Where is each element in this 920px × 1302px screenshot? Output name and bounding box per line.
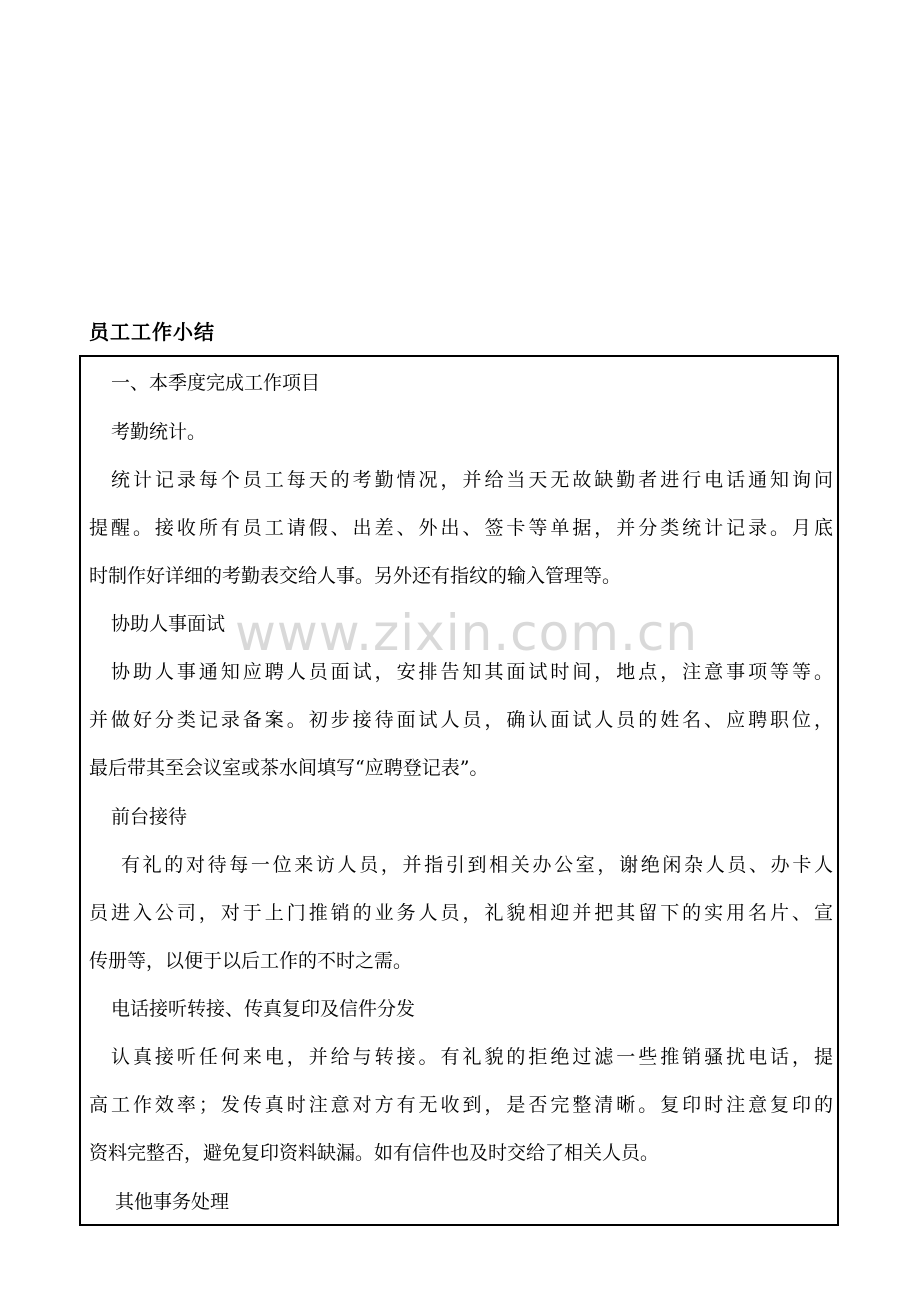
paragraph-line: 最后带其至会议室或茶水间填写“应聘登记表”。 [89,757,489,779]
paragraph-line: 高工作效率；发传真时注意对方有无收到，是否完整清晰。复印时注意复印的 [89,1094,833,1116]
subheading-other-affairs: 其他事务处理 [115,1191,230,1213]
subheading-reception: 前台接待 [111,806,188,828]
subheading-phone-fax: 电话接听转接、传真复印及信件分发 [111,998,416,1020]
paragraph-line: 传册等，以便于以后工作的不时之需。 [89,950,413,972]
paragraph-line: 员进入公司，对于上门推销的业务人员，礼貌相迎并把其留下的实用名片、宣 [89,902,833,924]
subheading-attendance: 考勤统计。 [111,421,207,443]
subheading-interview: 协助人事面试 [111,613,226,635]
summary-content-box [79,355,839,1226]
paragraph-line: 提醒。接收所有员工请假、出差、外出、签卡等单据，并分类统计记录。月底 [89,517,833,539]
watermark: www.zixin.com.cn [235,604,699,662]
paragraph-line: 协助人事通知应聘人员面试，安排告知其面试时间，地点，注意事项等等。 [111,661,833,683]
paragraph-line: 时制作好详细的考勤表交给人事。另外还有指纹的输入管理等。 [89,565,622,587]
document-title: 员工工作小结 [89,320,215,344]
paragraph-line: 有礼的对待每一位来访人员，并指引到相关办公室，谢绝闲杂人员、办卡人 [121,854,833,876]
paragraph-line: 统计记录每个员工每天的考勤情况，并给当天无故缺勤者进行电话通知询问 [111,469,833,491]
paragraph-line: 资料完整否，避免复印资料缺漏。如有信件也及时交给了相关人员。 [89,1142,660,1164]
paragraph-line: 认真接听任何来电，并给与转接。有礼貌的拒绝过滤一些推销骚扰电话，提 [111,1046,833,1068]
section-heading: 一、本季度完成工作项目 [111,372,321,394]
paragraph-line: 并做好分类记录备案。初步接待面试人员，确认面试人员的姓名、应聘职位， [89,709,833,731]
